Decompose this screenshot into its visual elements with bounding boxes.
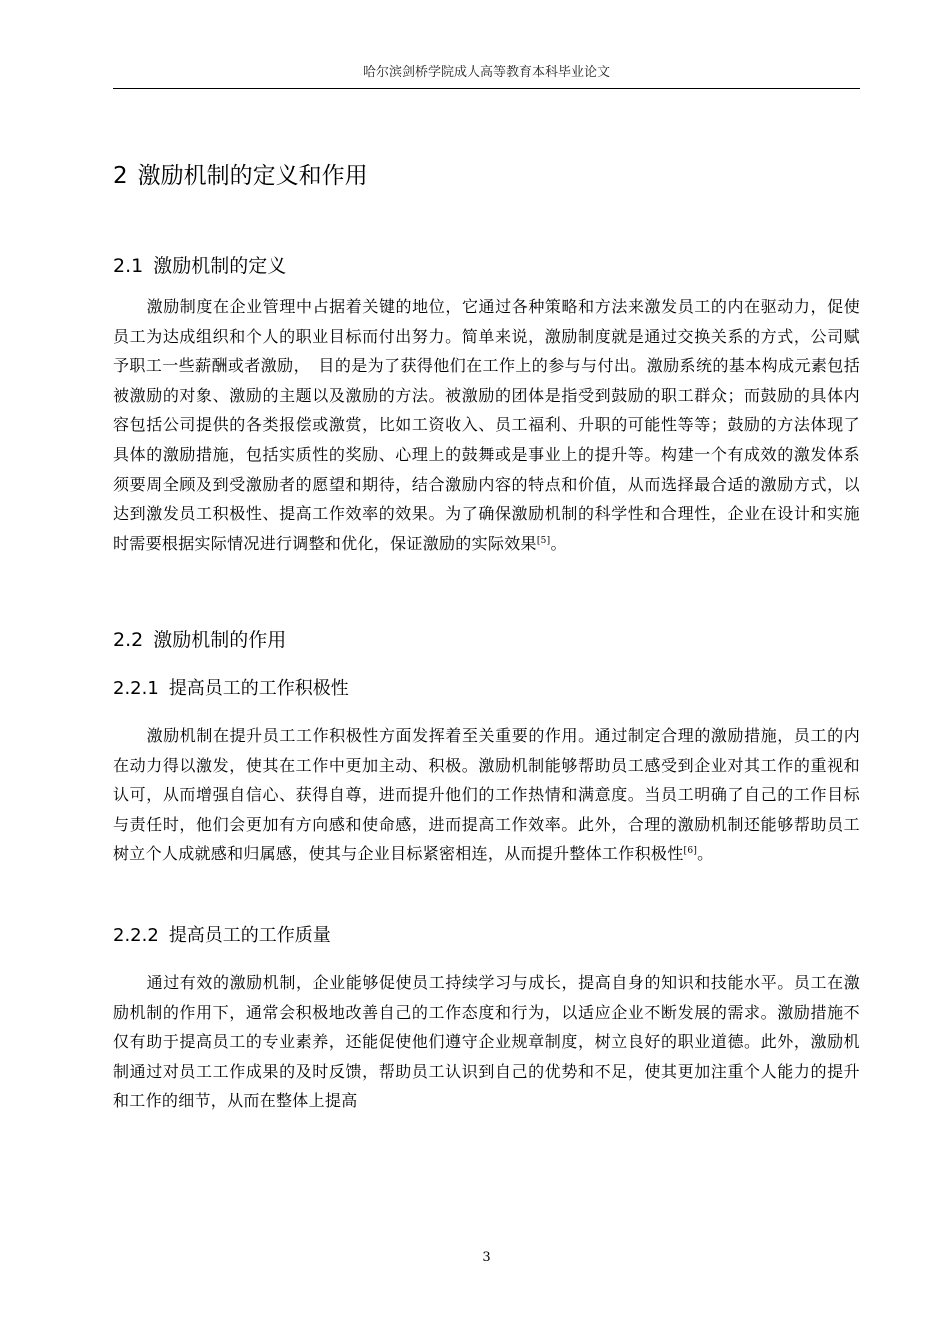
- section-2-2-1-title: 提高员工的工作积极性: [168, 678, 349, 699]
- page-number: 3: [482, 1250, 491, 1265]
- section-2-1-end: 。: [550, 533, 567, 553]
- citation-5: [5]: [536, 535, 551, 546]
- section-2-1-paragraph: [113, 292, 860, 558]
- section-2-2-1-end: 。: [697, 844, 714, 864]
- section-2-1-heading: [113, 252, 286, 280]
- section-2-2-number: 2.2: [113, 629, 144, 651]
- section-2-2-2-title: 提高员工的工作质量: [168, 925, 331, 946]
- section-2-2-2-number: 2.2.2: [113, 925, 159, 946]
- section-2-2-heading: [113, 626, 286, 654]
- section-2-2-2-text: 通过有效的激励机制，企业能够促使员工持续学习与成长，提高自身的知识和技能水平。员工在激励机制的作用下，通常会积极地改善自己的工作态度和行为，以适应企业不断发展的需求。激励措施不仅有助于提高员工的专业素养，还能促使他们遵守企业规章制度，树立良好的职业道德。此外，激励机制通过对员工工作成果的及时反馈，帮助员工认识到自己的优势和不足，使其更加注重个人能力的提升和工作的细节，从而在整体上提高: [113, 973, 860, 1111]
- section-2-2-title: 激励机制的作用: [153, 629, 287, 651]
- chapter-heading: [113, 160, 368, 192]
- citation-6: [6]: [683, 846, 698, 857]
- section-2-1-number: 2.1: [113, 255, 144, 277]
- running-header: 哈尔滨剑桥学院成人高等教育本科毕业论文: [362, 65, 610, 80]
- section-2-2-1-number: 2.2.1: [113, 678, 159, 699]
- section-2-2-1-paragraph: [113, 721, 860, 869]
- section-2-2-2-paragraph: [113, 968, 860, 1116]
- chapter-title: 激励机制的定义和作用: [137, 163, 368, 189]
- section-2-2-2-heading: [113, 923, 331, 949]
- section-2-2-1-heading: [113, 676, 349, 702]
- header-divider: [113, 88, 860, 89]
- section-2-2-1-text: 激励机制在提升员工工作积极性方面发挥着至关重要的作用。通过制定合理的激励措施，员工的内在动力得以激发，使其在工作中更加主动、积极。激励机制能够帮助员工感受到企业对其工作的重视和认可，从而增强自信心、获得自尊，进而提升他们的工作热情和满意度。当员工明确了自己的工作目标与责任时，他们会更加有方向感和使命感，进而提高工作效率。此外，合理的激励机制还能够帮助员工树立个人成就感和归属感，使其与企业目标紧密相连，从而提升整体工作积极性: [113, 726, 860, 864]
- section-2-1-title: 激励机制的定义: [153, 255, 287, 277]
- section-2-1-text: 激励制度在企业管理中占据着关键的地位，它通过各种策略和方法来激发员工的内在驱动力，促使员工为达成组织和个人的职业目标而付出努力。简单来说，激励制度就是通过交换关系的方式，公司赋予职工一些薪酬或者激励， 目的是为了获得他们在工作上的参与与付出。激励系统的基本构成元素包括被激励的对象、激励的主题以及激励的方法。被激励的团体是指受到鼓励的职工群众；而鼓励的具体内容包括公司提供的各类报偿或激赏，比如工资收入、员工福利、升职的可能性等等；鼓励的方法体现了具体的激励措施，包括实质性的奖励、心理上的鼓舞或是事业上的提升等。构建一个有成效的激发体系须要周全顾及到受激励者的愿望和期待，结合激励内容的特点和价值，从而选择最合适的激励方式，以达到激发员工积极性、提高工作效率的效果。为了确保激励机制的科学性和合理性，企业在设计和实施时需要根据实际情况进行调整和优化，保证激励的实际效果: [113, 297, 860, 553]
- chapter-number: 2: [113, 163, 128, 189]
